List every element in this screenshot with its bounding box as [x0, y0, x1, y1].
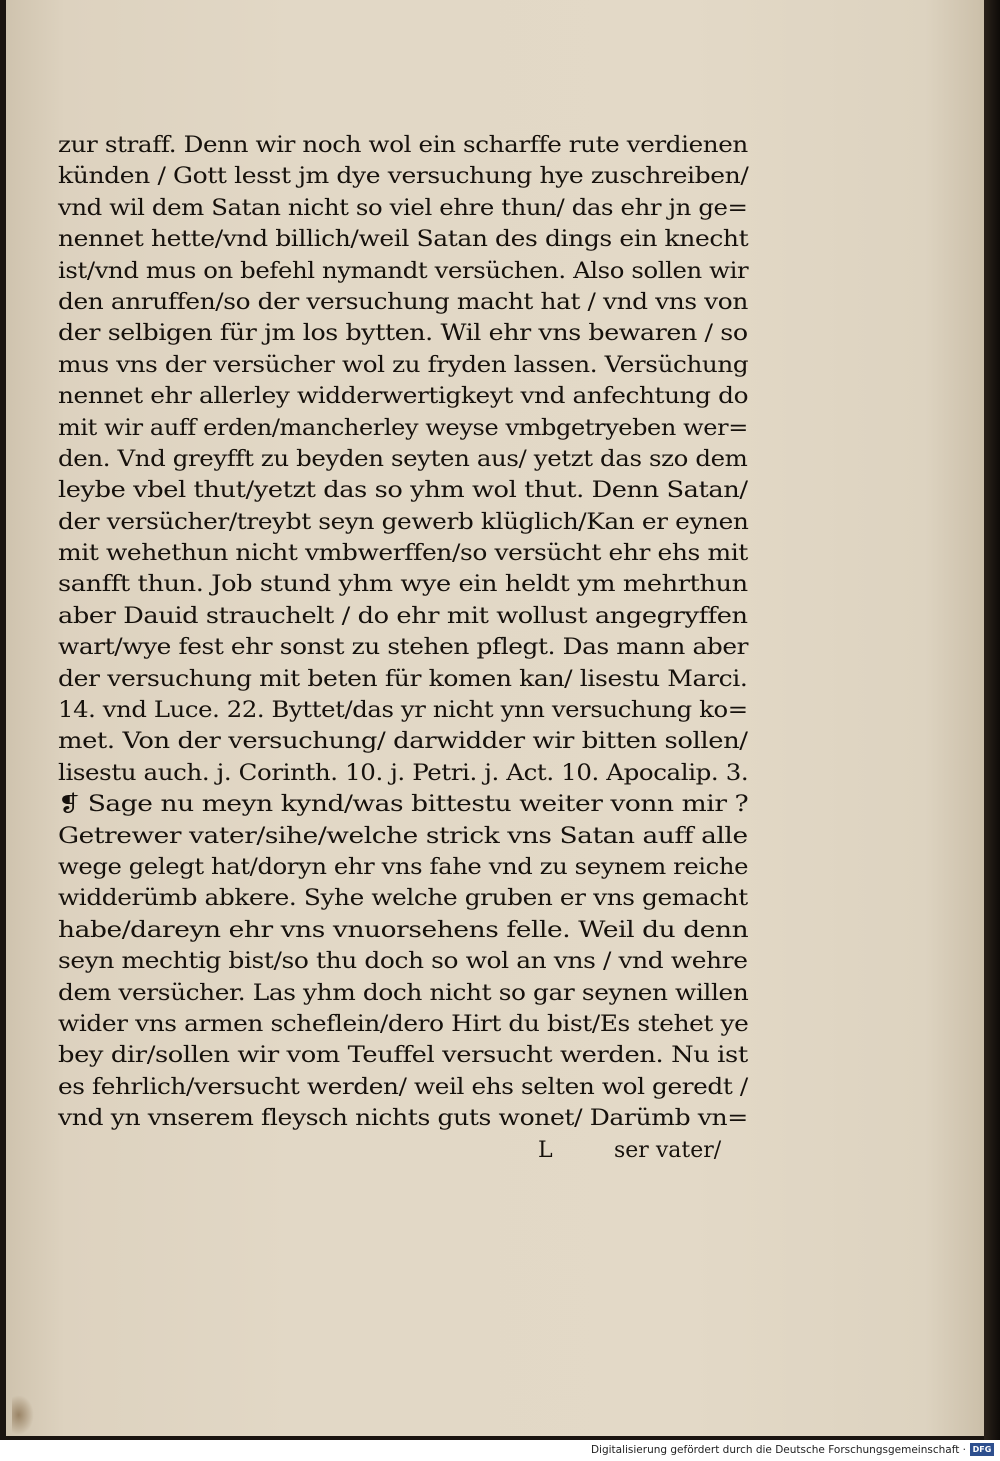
text-line: sanfft thun. Job stund yhm wye ein heldt ym mehrthun [58, 572, 748, 598]
page-stain [12, 1395, 34, 1435]
text-line: der versuchung mit beten für komen kan/ lisestu Marci. [58, 666, 748, 692]
text-line: mit wir auff erden/mancherley weyse vmbgetryeben wer= [58, 415, 748, 441]
text-line: mus vns der versücher wol zu fryden lassen. Versüchung [58, 352, 749, 378]
signature-mark: L [538, 1137, 553, 1163]
text-line: bey dir/sollen wir vom Teuffel versucht werden. Nu ist [58, 1043, 748, 1069]
text-line: nennet hette/vnd billich/weil Satan des dings ein knecht [58, 227, 749, 253]
text-line: den anruffen/so der versuchung macht hat / vnd vns von [58, 289, 748, 315]
catchword: ser vater/ [614, 1137, 722, 1163]
text-line: den. Vnd greyfft zu beyden seyten aus/ yetzt das szo dem [58, 446, 748, 472]
text-line: nennet ehr allerley widderwertigkeyt vnd anfechtung do [58, 384, 749, 410]
text-line: zur straff. Denn wir noch wol ein scharffe rute verdienen [58, 133, 748, 158]
text-line: ist/vnd mus on befehl nymandt versüchen. Also sollen wir [58, 258, 749, 284]
text-line: widderümb abkere. Syhe welche gruben er vns gemacht [58, 886, 748, 912]
scan-right-edge [984, 0, 1000, 1440]
text-line: met. Von der versuchung/ darwidder wir bitten sollen/ [58, 729, 748, 755]
text-line: 14. vnd Luce. 22. Byttet/das yr nicht ynn versuchung ko= [58, 698, 748, 724]
text-line: seyn mechtig bist/so thu doch so wol an vns / vnd wehre [58, 949, 748, 975]
text-line: vnd wil dem Satan nicht so viel ehre thun/ das ehr jn ge= [58, 195, 748, 221]
text-line: dem versücher. Las yhm doch nicht so gar seynen willen [58, 980, 749, 1006]
text-line: wege gelegt hat/doryn ehr vns fahe vnd zu seynem reiche [58, 854, 749, 880]
page-text-block [58, 130, 758, 1166]
text-line: der selbigen für jm los bytten. Wil ehr vns bewaren / so [58, 321, 748, 347]
text-line: wider vns armen scheflein/dero Hirt du bist/Es stehet ye [58, 1011, 749, 1037]
text-line: vnd yn vnserem fleysch nichts guts wonet/ Darümb vn= [58, 1106, 748, 1132]
text-line: ❡ Sage nu meyn kynd/was bittestu weiter vonn mir ? [58, 792, 749, 818]
text-line: lisestu auch. j. Corinth. 10. j. Petri. j. Act. 10. Apocalip. 3. [58, 760, 749, 786]
text-line: der versücher/treybt seyn gewerb klüglich/Kan er eynen [58, 509, 749, 535]
text-line: aber Dauid strauchelt / do ehr mit wollust angegryffen [58, 603, 748, 629]
catch-line [58, 1135, 758, 1166]
text-line: wart/wye fest ehr sonst zu stehen pflegt. Das mann aber [58, 635, 749, 661]
text-line: habe/dareyn ehr vns vnuorsehens felle. Weil du denn [58, 917, 749, 943]
dfg-logo-icon: DFG [970, 1443, 994, 1456]
text-line: Getrewer vater/sihe/welche strick vns Satan auff alle [58, 823, 748, 849]
text-line: künden / Gott lesst jm dye versuchung hye zuschreiben/ [58, 164, 749, 190]
text-line: mit wehethun nicht vmbwerffen/so versücht ehr ehs mit [58, 541, 748, 567]
footer-credit: Digitalisierung gefördert durch die Deutsche Forschungsgemeinschaft · [590, 1444, 966, 1456]
text-line: leybe vbel thut/yetzt das so yhm wol thut. Denn Satan/ [58, 478, 748, 504]
text-line: es fehrlich/versucht werden/ weil ehs selten wol geredt / [58, 1074, 748, 1100]
book-page [6, 0, 986, 1436]
